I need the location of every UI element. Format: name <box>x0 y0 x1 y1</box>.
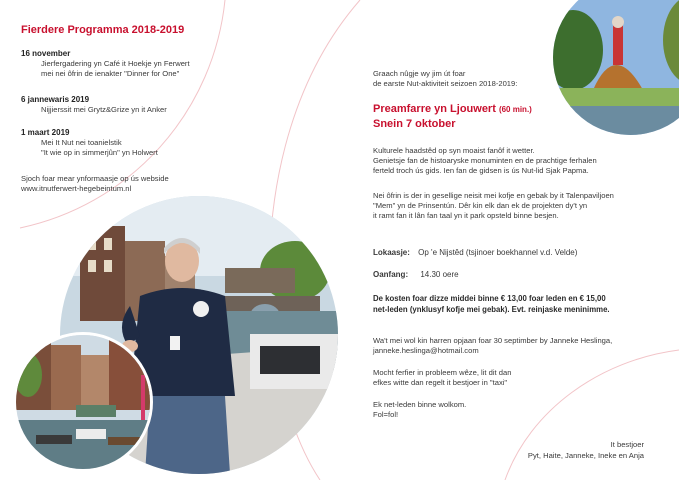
event-item <box>21 48 190 79</box>
event-title-text: Preamfarre yn Ljouwert <box>373 103 496 115</box>
nonmembers-line: Fol=fol! <box>373 410 399 419</box>
pavilion-park-photo <box>553 0 679 135</box>
start-label: Oanfang: <box>373 270 409 279</box>
costs-line: De kosten foar dizze middei binne € 13,00 foar leden en € 15,00 <box>373 294 606 303</box>
website-text: Sjoch foar mear ynformaasje op ús webside <box>21 174 169 183</box>
para1-line: Genietsje fan de histoaryske monuminten en de prachtige ferhalen <box>373 156 597 165</box>
problem-line: efkes witte dan regelt it bestjoer in "taxi" <box>373 378 508 387</box>
para2-line: it ramt fan it lân fan taal yn it park opsteld binne besjen. <box>373 211 559 220</box>
canal-boats-photo <box>13 332 153 472</box>
start-row <box>373 270 459 280</box>
event-title <box>373 104 532 115</box>
para1-line: Kulturele haadstêd op syn moaist fanôf it wetter. <box>373 146 535 155</box>
signup-email[interactable]: janneke.heslinga@hotmail.com <box>373 346 479 355</box>
problem-line: Mocht ferfier in probleem wêze, lit dit dan <box>373 368 512 377</box>
event-line: mei nei ôfrin de ienakter "Dinner for One" <box>41 69 180 78</box>
event-line: Mei It Nut nei toanielstik <box>41 138 122 147</box>
website-url[interactable]: www.itnutferwert-hegebeintum.nl <box>21 184 132 193</box>
intro-line: Graach nûgje wy jim út foar <box>373 69 466 78</box>
event-date-main: Snein 7 oktober <box>373 118 456 130</box>
event-line: Jierfergadering yn Café it Hoekje yn Ferwert <box>41 59 190 68</box>
para1-line: ferteld troch ús gids. Ien fan de gidsen is ús Nut-lid Sjak Papma. <box>373 166 589 175</box>
para2-line: Nei ôfrin is der in gesellige neisit mei kofje en gebak by it Talenpaviljoen <box>373 191 614 200</box>
event-line: Nijjierssit mei Grytz&Grize yn it Anker <box>41 105 167 114</box>
event-date: 1 maart 2019 <box>21 128 70 137</box>
event-duration: (60 min.) <box>498 105 532 114</box>
event-date: 16 november <box>21 49 71 58</box>
para2-line: "Mem" yn de Prinsentún. Dêr kin elk dan ek de projekten dy't yn <box>373 201 588 210</box>
start-value: 14.30 oere <box>420 270 459 279</box>
event-item <box>21 127 158 158</box>
event-line: "It wie op in simmerjûn" yn Holwert <box>41 148 158 157</box>
event-item <box>21 94 167 115</box>
location-row <box>373 248 577 258</box>
intro-line: de earste Nut-aktiviteit seizoen 2018-2019: <box>373 79 518 88</box>
program-title: Fierdere Programma 2018-2019 <box>21 24 185 36</box>
location-label: Lokaasje: <box>373 248 410 257</box>
signup-line: Wa't mei wol kin harren opjaan foar 30 septimber by Janneke Heslinga, <box>373 336 613 345</box>
event-date: 6 jannewaris 2019 <box>21 95 90 104</box>
nonmembers-line: Ek net-leden binne wolkom. <box>373 400 467 409</box>
costs-line: net-leden (ynklusyf kofje mei gebak). Evt. reinjaske meninimme. <box>373 305 610 314</box>
location-value: Op 'e Nijstêd (tsjinoer boekhannel v.d. Velde) <box>418 248 578 257</box>
signature-line: It bestjoer <box>610 440 644 449</box>
signature-names: Pyt, Haite, Janneke, Ineke en Anja <box>527 451 644 460</box>
